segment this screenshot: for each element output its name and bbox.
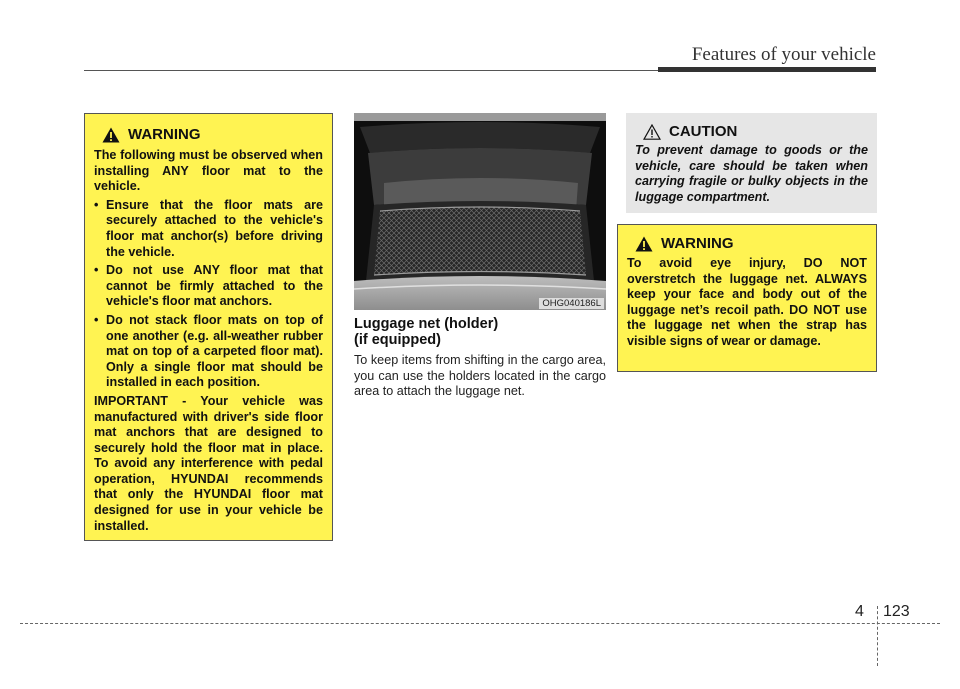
bullet-dot: •: [94, 312, 99, 327]
page-header-title: Features of your vehicle: [691, 44, 876, 65]
luggage-net-photo: [354, 113, 606, 310]
page-number: 123: [883, 603, 910, 620]
bullet-dot: •: [94, 263, 99, 278]
warning-bullet: [94, 263, 323, 310]
header-rule-accent: [658, 67, 876, 72]
warning-bullet: [94, 198, 323, 260]
luggage-net-warning-box: [617, 224, 877, 372]
section-title: [354, 316, 606, 348]
warning-heading-text: WARNING: [128, 126, 201, 143]
caution-text: To prevent damage to goods or the vehicle, care should be taken when carrying fragile or bulky objects in the luggage compartment.: [635, 143, 868, 204]
warning-bullet-text: Ensure that the floor mats are securely attached to the vehicle's floor mat anchor(s) before driving the vehicle.: [106, 197, 323, 259]
photo-code: OHG040186L: [539, 298, 604, 309]
chapter-number: 4: [855, 603, 864, 620]
warning-intro: The following must be observed when installing ANY floor mat to the vehicle.: [94, 148, 323, 194]
header-rule: [84, 70, 658, 71]
warning-text: To avoid eye injury, DO NOT overstretch the luggage net. ALWAYS keep your face and body out of the luggage net’s recoil path. DO NOT use the luggage net when the strap has visible signs of wear or damage.: [627, 256, 867, 348]
warning-heading-text: WARNING: [661, 235, 734, 252]
caution-box: [626, 113, 877, 213]
warning-body: [94, 148, 323, 534]
warning-heading: [102, 126, 323, 143]
warning-triangle-icon: [102, 127, 120, 143]
warning-body: [627, 256, 867, 350]
caution-heading: [643, 123, 868, 140]
caution-triangle-icon: [643, 124, 661, 140]
section-title-line2: (if equipped): [354, 332, 441, 348]
caution-heading-text: CAUTION: [669, 123, 738, 140]
section-title-line1: Luggage net (holder): [354, 316, 499, 332]
bullet-dot: •: [94, 197, 99, 212]
warning-bullet-text: Do not use ANY floor mat that cannot be firmly attached to the vehicle's floor mat anchors.: [106, 263, 323, 309]
warning-triangle-icon: [635, 236, 653, 252]
trunk-illustration: [354, 113, 606, 310]
warning-bullet-text: Do not stack floor mats on top of one another (e.g. all-weather rubber mat on top of a carpeted floor mat). Only a single floor mat should be installed in each position.: [106, 312, 323, 390]
footer-rule: [20, 623, 940, 624]
warning-bullet: [94, 313, 323, 391]
section-body: To keep items from shifting in the cargo area, you can use the holders located in the cargo area to attach the luggage net.: [354, 353, 606, 399]
warning-heading: [635, 235, 867, 252]
footer-divider: [877, 606, 878, 666]
warning-important: IMPORTANT - Your vehicle was manufactured with driver's side floor mat anchors that are designed to securely hold the floor mat in place. To avoid any interference with pedal operation, HYUNDAI recommends that only the HYUNDAI floor mat designed for use in your vehicle be installed.: [94, 393, 323, 533]
floor-mat-warning-box: [84, 113, 333, 541]
